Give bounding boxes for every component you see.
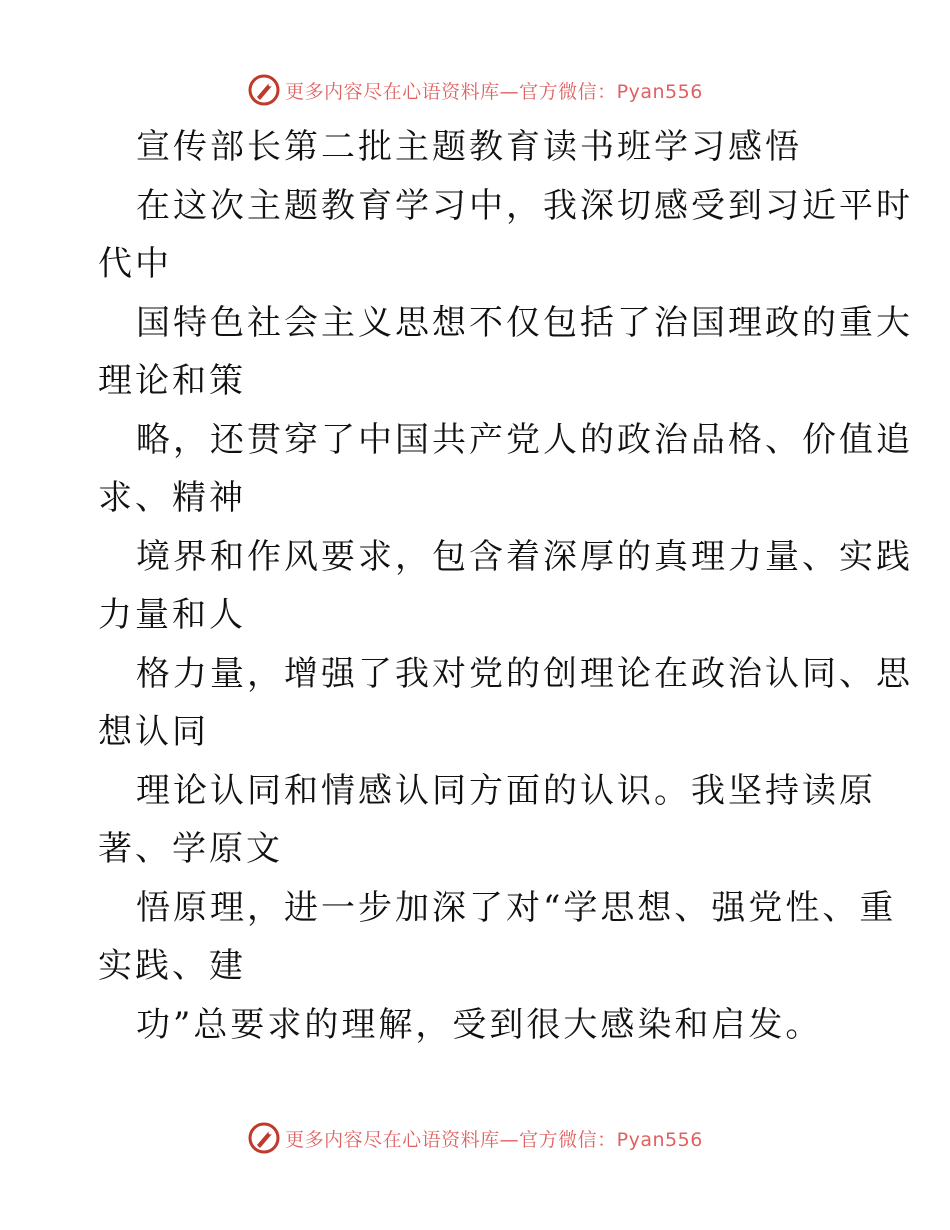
document-body [98, 118, 913, 1054]
text-line: 求、精神 [98, 478, 246, 518]
text-line: 理论和策 [98, 361, 246, 401]
pen-nib-icon [247, 73, 281, 107]
document-title: 宣传部长第二批主题教育读书班学习感悟 [136, 127, 802, 167]
text-line: 力量和人 [98, 595, 246, 635]
text-line: 格力量，增强了我对党的创理论在政治认同、思 [136, 653, 913, 694]
text-line: 境界和作风要求，包含着深厚的真理力量、实践 [136, 536, 913, 577]
text-line: 在这次主题教育学习中，我深切感受到习近平时 [136, 185, 913, 226]
text-line: 理论认同和情感认同方面的认识。我坚持读原 [136, 770, 876, 811]
pen-nib-icon [247, 1121, 281, 1155]
footer-banner [0, 1118, 950, 1158]
footer-banner-text: 更多内容尽在心语资料库—官方微信：Pyan556 [285, 1128, 703, 1151]
text-line: 实践、建 [98, 946, 246, 986]
header-banner-text: 更多内容尽在心语资料库—官方微信：Pyan556 [285, 80, 703, 103]
text-line: 功”总要求的理解，受到很大感染和启发。 [136, 1004, 823, 1045]
text-line: 想认同 [98, 712, 209, 752]
text-line: 悟原理，进一步加深了对“学思想、强党性、重 [136, 887, 897, 928]
text-line: 著、学原文 [98, 829, 283, 869]
text-line: 国特色社会主义思想不仅包括了治国理政的重大 [136, 302, 913, 343]
text-line: 略，还贯穿了中国共产党人的政治品格、价值追 [136, 419, 913, 460]
header-banner [0, 70, 950, 110]
text-line: 代中 [98, 244, 172, 284]
